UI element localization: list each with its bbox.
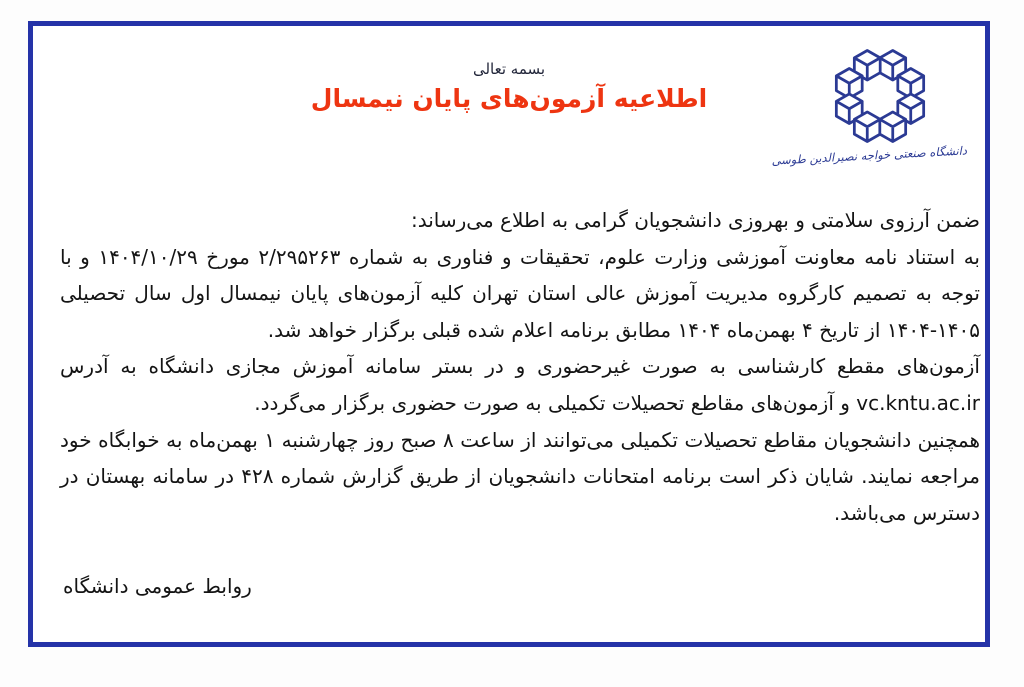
bismillah-text: بسمه تعالی xyxy=(472,60,546,78)
paragraph-exam-format: آزمون‌های مقطع کارشناسی به صورت غیرحضوری و در بستر سامانه آموزش مجازی دانشگاه به آدرس vc.kntu.ac.ir و آزمون‌های مقاطع تحصیلات تکمیلی به صورت حضوری برگزار می‌گردد. xyxy=(60,354,980,415)
kntu-logo-icon xyxy=(832,48,928,144)
signature-public-relations: روابط عمومی دانشگاه xyxy=(63,574,252,598)
document-border-frame xyxy=(28,21,990,647)
page-title: اطلاعیه آزمون‌های پایان نیمسال xyxy=(310,84,708,113)
letter-body xyxy=(60,202,980,531)
university-name-calligraphy: دانشگاه صنعتی خواجه نصیرالدین طوسی xyxy=(771,143,968,168)
paragraph-dormitory-report-info: همچنین دانشجویان مقاطع تحصیلات تکمیلی می‌توانند از ساعت ۸ صبح روز چهارشنبه ۱ بهمن‌ماه به خوابگاه خود مراجعه نمایند. شایان ذکر است برنامه امتحانات دانشجویان از طریق گزارش شماره ۴۲۸ در سامانه بهستان در دسترس می‌باشد. xyxy=(60,427,980,525)
university-logo-block xyxy=(771,48,968,168)
paragraph-exam-schedule: به استناد نامه معاونت آموزشی وزارت علوم، تحقیقات و فناوری به شماره ۲/۲۹۵۲۶۳ مورخ ۱۴۰۴/۱۰/۲۹ و با توجه به تصمیم کارگروه مدیریت آموزش عالی استان تهران کلیه آزمون‌های پایان نیمسال اول سال تحصیلی ۱۴۰۵-۱۴۰۴ از تاریخ ۴ بهمن‌ماه ۱۴۰۴ مطابق برنامه اعلام شده قبلی برگزار خواهد شد. xyxy=(60,244,980,342)
paragraph-greeting: ضمن آرزوی سلامتی و بهروزی دانشجویان گرامی به اطلاع می‌رساند: xyxy=(410,208,980,232)
